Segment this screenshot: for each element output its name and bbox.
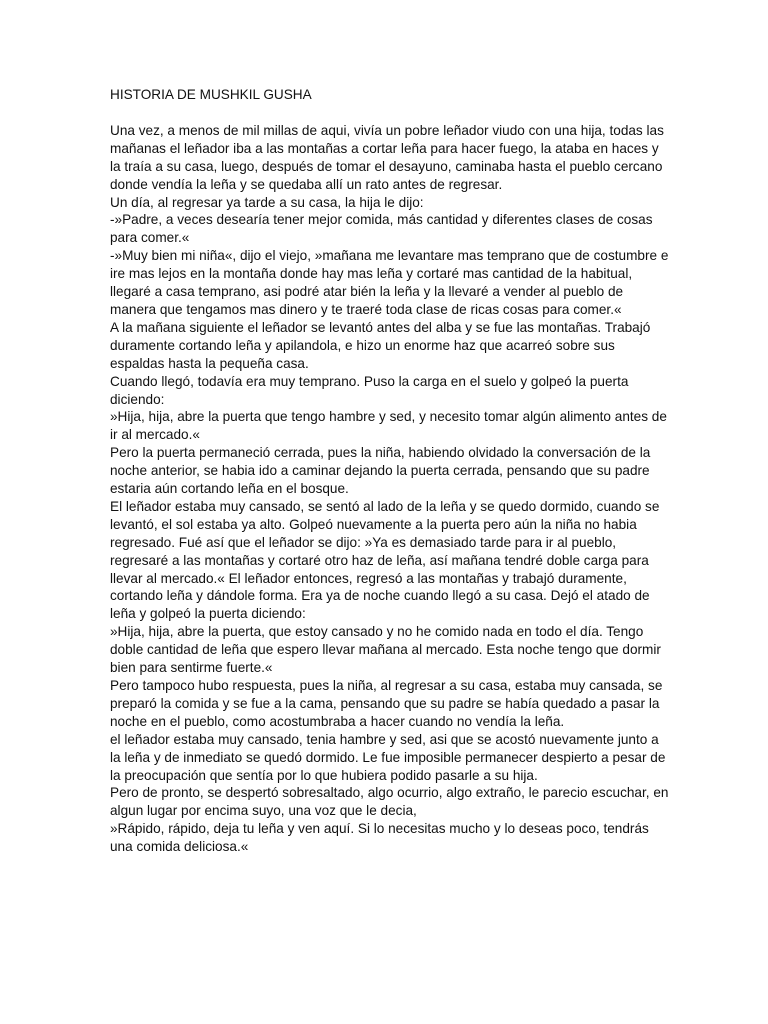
document-title: HISTORIA DE MUSHKIL GUSHA <box>110 87 312 102</box>
document-body <box>110 122 670 856</box>
paragraph: El leñador estaba muy cansado, se sentó al lado de la leña y se quedo dormido, cuando se levantó, el sol estaba ya alto. Golpeó nuevamente a la puerta pero aún la niña no habia regresado. Fué así que el leñador se dijo: »Ya es demasiado tarde para ir al pueblo, regresaré a las montañas y cortaré otro haz de leña, así mañana tendré doble carga para llevar al mercado.« El leñador entonces, regresó a las montañas y trabajó duramente, cortando leña y dándole forma. Era ya de noche cuando llegó a su casa. Dejó el atado de leña y golpeó la puerta diciendo: <box>110 498 660 622</box>
paragraph: Pero de pronto, se despertó sobresaltado, algo ocurrio, algo extraño, le parecio escuchar, en algun lugar por encima suyo, una voz que le decia, <box>110 785 669 819</box>
paragraph: Un día, al regresar ya tarde a su casa, la hija le dijo: <box>110 194 424 210</box>
paragraph: »Hija, hija, abre la puerta, que estoy cansado y no he comido nada en todo el día. Tengo doble cantidad de leña que espero llevar mañana al mercado. Esta noche tengo que dormir bien para sentirme fuerte.« <box>110 624 661 676</box>
paragraph: A la mañana siguiente el leñador se levantó antes del alba y se fue las montañas. Trabajó duramente cortando leña y apilandola, e hizo un enorme haz que acarreó sobre sus espaldas hasta la pequeña casa. <box>110 319 651 371</box>
paragraph: Pero tampoco hubo respuesta, pues la niña, al regresar a su casa, estaba muy cansada, se preparó la comida y se fue a la cama, pensando que su padre se había quedado a pasar la noche en el pueblo, como acostumbraba a hacer cuando no vendía la leña. <box>110 678 663 729</box>
paragraph: Cuando llegó, todavía era muy temprano. Puso la carga en el suelo y golpeó la puerta diciendo: <box>110 373 629 407</box>
paragraph: el leñador estaba muy cansado, tenia hambre y sed, asi que se acostó nuevamente junto a la leña y de inmediato se quedó dormido. Le fue imposible permanecer despierto a pesar de la preocupación que sentía por lo que hubiera podido pasarle a su hija. <box>110 731 666 783</box>
paragraph: Pero la puerta permaneció cerrada, pues la niña, habiendo olvidado la conversación de la noche anterior, se habia ido a caminar dejando la puerta cerrada, pensando que su padre estaria aún cortando leña en el bosque. <box>110 445 651 497</box>
paragraph: -»Padre, a veces desearía tener mejor comida, más cantidad y diferentes clases de cosas para comer.« <box>110 212 653 246</box>
paragraph: Una vez, a menos de mil millas de aqui, vivía un pobre leñador viudo con una hija, todas las mañanas el leñador iba a las montañas a cortar leña para hacer fuego, la ataba en haces y la traía a su casa, luego, después de tomar el desayuno, caminaba hasta el pueblo cercano donde vendía la leña y se quedaba allí un rato antes de regresar. <box>110 122 664 192</box>
paragraph: -»Muy bien mi niña«, dijo el viejo, »mañana me levantare mas temprano que de costumbre e ire mas lejos en la montaña donde hay mas leña y cortaré mas cantidad de la habitual, llegaré a casa temprano, asi podré atar bién la leña y la llevaré a vender al pueblo de manera que tengamos mas dinero y te traeré toda clase de ricas cosas para comer.« <box>110 248 669 317</box>
paragraph: »Rápido, rápido, deja tu leña y ven aquí. Si lo necesitas mucho y lo deseas poco, tendrás una comida deliciosa.« <box>110 821 649 855</box>
paragraph: »Hija, hija, abre la puerta que tengo hambre y sed, y necesito tomar algún alimento antes de ir al mercado.« <box>110 409 667 443</box>
document-page <box>110 86 670 856</box>
